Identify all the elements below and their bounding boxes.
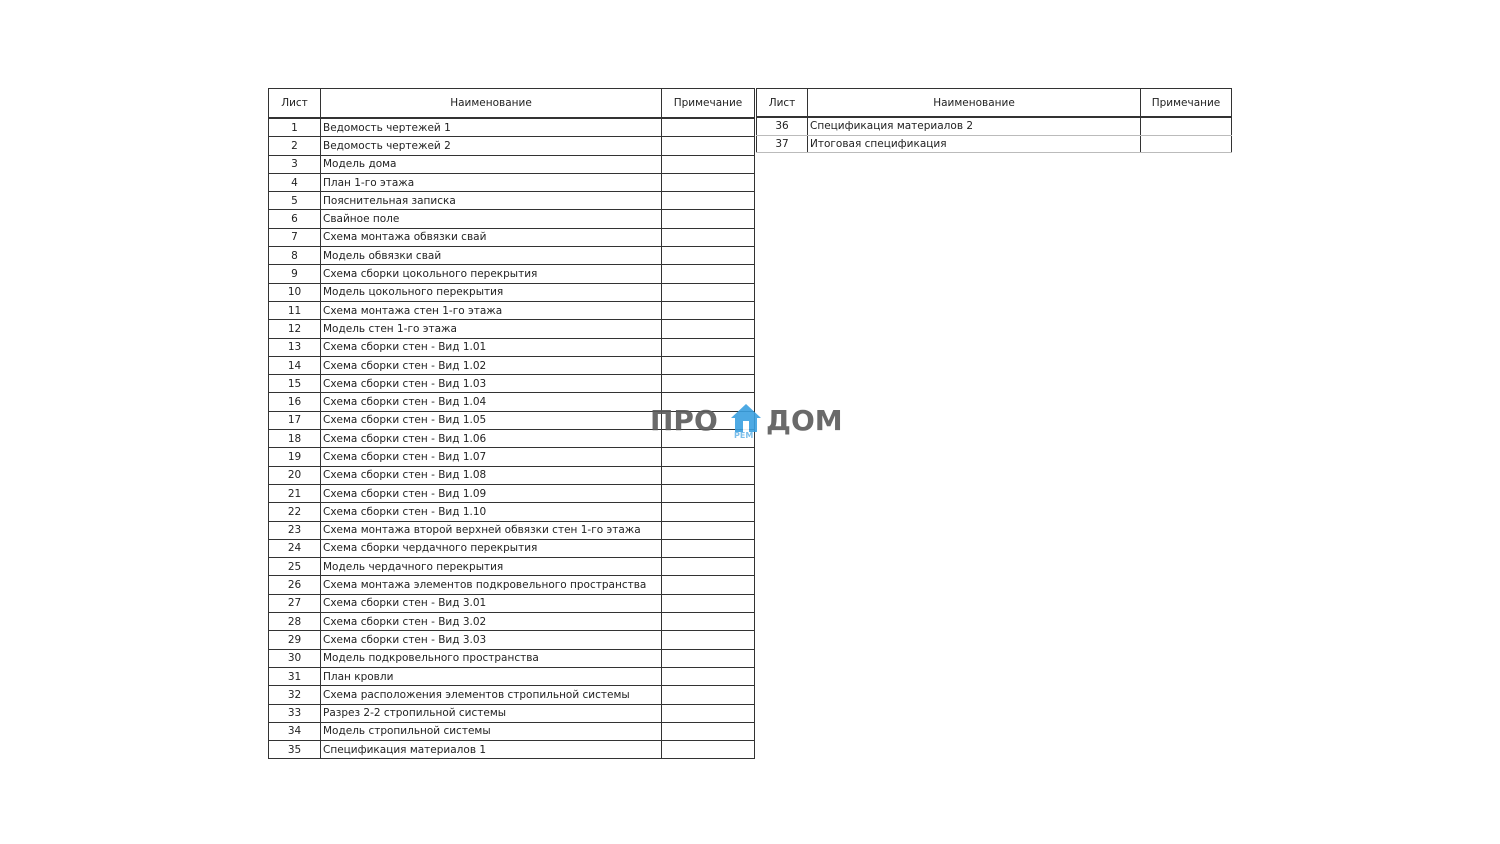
sheet-note [662, 521, 755, 539]
table-row [269, 649, 755, 667]
sheet-note [662, 338, 755, 356]
sheet-number: 5 [269, 192, 321, 210]
sheet-name: Схема сборки стен - Вид 1.05 [321, 411, 662, 429]
table-row [269, 722, 755, 740]
table-row [269, 338, 755, 356]
sheet-number: 14 [269, 356, 321, 374]
sheet-name: Модель стен 1-го этажа [321, 320, 662, 338]
sheet-name: Схема сборки стен - Вид 1.03 [321, 375, 662, 393]
sheet-note [662, 613, 755, 631]
sheet-number: 31 [269, 667, 321, 685]
sheet-name: Схема сборки стен - Вид 1.08 [321, 466, 662, 484]
sheet-name: Схема монтажа второй верхней обвязки стен 1-го этажа [321, 521, 662, 539]
sheet-number: 21 [269, 484, 321, 502]
table-row [269, 247, 755, 265]
sheet-number: 8 [269, 247, 321, 265]
sheet-number: 29 [269, 631, 321, 649]
table-row [269, 192, 755, 210]
sheet-name: Спецификация материалов 2 [808, 117, 1141, 135]
sheet-number: 6 [269, 210, 321, 228]
table-row [269, 484, 755, 502]
sheet-name: Схема сборки чердачного перекрытия [321, 539, 662, 557]
sheet-name: Схема сборки стен - Вид 1.06 [321, 430, 662, 448]
header-sheet: Лист [269, 89, 321, 119]
table-row [269, 539, 755, 557]
sheet-note [662, 356, 755, 374]
sheet-note [662, 192, 755, 210]
table-row [269, 228, 755, 246]
table-row [269, 613, 755, 631]
sheet-number: 26 [269, 576, 321, 594]
table-row [269, 137, 755, 155]
sheet-number: 1 [269, 118, 321, 137]
table-row [269, 118, 755, 137]
sheet-number: 4 [269, 173, 321, 191]
table-row [269, 320, 755, 338]
sheet-note [662, 375, 755, 393]
sheet-number: 2 [269, 137, 321, 155]
sheet-number: 36 [757, 117, 808, 135]
sheet-note [662, 558, 755, 576]
sheet-number: 35 [269, 741, 321, 759]
sheet-name: Пояснительная записка [321, 192, 662, 210]
sheet-name: Схема расположения элементов стропильной системы [321, 686, 662, 704]
table-row [269, 210, 755, 228]
sheet-note [662, 173, 755, 191]
sheet-number: 27 [269, 594, 321, 612]
sheet-note [662, 576, 755, 594]
sheet-number: 28 [269, 613, 321, 631]
sheet-name: Схема сборки стен - Вид 1.10 [321, 503, 662, 521]
sheet-note [662, 686, 755, 704]
sheet-name: Схема сборки стен - Вид 3.03 [321, 631, 662, 649]
sheet-name: Схема сборки стен - Вид 1.09 [321, 484, 662, 502]
sheet-name: План 1-го этажа [321, 173, 662, 191]
sheet-name: Модель стропильной системы [321, 722, 662, 740]
sheet-note [662, 503, 755, 521]
watermark-small-text: РЕМ [734, 431, 754, 440]
sheet-name: Схема сборки стен - Вид 3.02 [321, 613, 662, 631]
sheet-note [662, 631, 755, 649]
sheet-number: 3 [269, 155, 321, 173]
sheet-note [662, 320, 755, 338]
sheet-number: 34 [269, 722, 321, 740]
sheet-name: Спецификация материалов 1 [321, 741, 662, 759]
table-row [269, 741, 755, 759]
sheet-note [662, 466, 755, 484]
watermark-left-text: ПРО [650, 404, 718, 437]
sheet-note [662, 741, 755, 759]
sheet-note [662, 539, 755, 557]
header-name: Наименование [808, 89, 1141, 118]
sheet-note [662, 704, 755, 722]
sheet-number: 22 [269, 503, 321, 521]
sheet-number: 23 [269, 521, 321, 539]
sheet-number: 25 [269, 558, 321, 576]
sheet-name: Модель подкровельного пространства [321, 649, 662, 667]
sheet-name: Схема сборки стен - Вид 3.01 [321, 594, 662, 612]
sheet-number: 32 [269, 686, 321, 704]
table-row [269, 173, 755, 191]
sheet-note [662, 228, 755, 246]
sheet-note [662, 137, 755, 155]
table-row [269, 503, 755, 521]
table-row [269, 356, 755, 374]
sheet-name: Схема сборки стен - Вид 1.04 [321, 393, 662, 411]
table-row [269, 521, 755, 539]
sheet-note [662, 649, 755, 667]
sheet-name: Модель чердачного перекрытия [321, 558, 662, 576]
sheet-name: Ведомость чертежей 1 [321, 118, 662, 137]
sheet-name: Схема сборки стен - Вид 1.01 [321, 338, 662, 356]
sheet-number: 10 [269, 283, 321, 301]
sheet-name: Схема монтажа элементов подкровельного пространства [321, 576, 662, 594]
sheet-number: 19 [269, 448, 321, 466]
sheet-name: Свайное поле [321, 210, 662, 228]
sheet-number: 13 [269, 338, 321, 356]
table-row [269, 448, 755, 466]
header-name: Наименование [321, 89, 662, 119]
sheet-note [662, 283, 755, 301]
table-row [269, 704, 755, 722]
sheet-number: 15 [269, 375, 321, 393]
table-row [269, 558, 755, 576]
sheet-number: 37 [757, 135, 808, 153]
sheet-note [1141, 117, 1232, 135]
table-row [757, 135, 1232, 153]
sheet-note [662, 484, 755, 502]
sheet-number: 33 [269, 704, 321, 722]
sheet-name: Схема монтажа стен 1-го этажа [321, 301, 662, 319]
table-row [269, 576, 755, 594]
sheet-number: 24 [269, 539, 321, 557]
table-row [757, 117, 1232, 135]
sheet-note [662, 301, 755, 319]
drawing-list-table-right [756, 88, 1232, 153]
table-row [269, 594, 755, 612]
header-sheet: Лист [757, 89, 808, 118]
table-row [269, 667, 755, 685]
sheet-number: 20 [269, 466, 321, 484]
sheet-name: Модель цокольного перекрытия [321, 283, 662, 301]
sheet-note [662, 265, 755, 283]
sheet-note [662, 210, 755, 228]
sheet-note [662, 247, 755, 265]
header-note: Примечание [662, 89, 755, 119]
table-row [269, 265, 755, 283]
sheet-note [662, 722, 755, 740]
sheet-note [1141, 135, 1232, 153]
watermark-logo [650, 402, 850, 442]
sheet-number: 30 [269, 649, 321, 667]
table-row [269, 283, 755, 301]
header-row [269, 89, 755, 119]
sheet-name: План кровли [321, 667, 662, 685]
sheet-name: Модель обвязки свай [321, 247, 662, 265]
sheet-name: Модель дома [321, 155, 662, 173]
sheet-name: Ведомость чертежей 2 [321, 137, 662, 155]
sheet-number: 17 [269, 411, 321, 429]
sheet-number: 16 [269, 393, 321, 411]
table-body-right [757, 117, 1232, 153]
sheet-name: Итоговая спецификация [808, 135, 1141, 153]
table-row [269, 466, 755, 484]
table-row [269, 631, 755, 649]
sheet-note [662, 594, 755, 612]
sheet-name: Схема сборки цокольного перекрытия [321, 265, 662, 283]
sheet-note [662, 667, 755, 685]
sheet-note [662, 155, 755, 173]
sheet-note [662, 118, 755, 137]
sheet-note [662, 448, 755, 466]
sheet-name: Схема сборки стен - Вид 1.02 [321, 356, 662, 374]
sheet-name: Разрез 2-2 стропильной системы [321, 704, 662, 722]
header-row [757, 89, 1232, 118]
table-row [269, 155, 755, 173]
sheet-number: 11 [269, 301, 321, 319]
table-row [269, 375, 755, 393]
sheet-number: 12 [269, 320, 321, 338]
sheet-name: Схема монтажа обвязки свай [321, 228, 662, 246]
header-note: Примечание [1141, 89, 1232, 118]
watermark-right-text: ДОМ [766, 404, 843, 437]
sheet-number: 7 [269, 228, 321, 246]
sheet-name: Схема сборки стен - Вид 1.07 [321, 448, 662, 466]
table-row [269, 686, 755, 704]
sheet-number: 18 [269, 430, 321, 448]
table-row [269, 301, 755, 319]
sheet-number: 9 [269, 265, 321, 283]
